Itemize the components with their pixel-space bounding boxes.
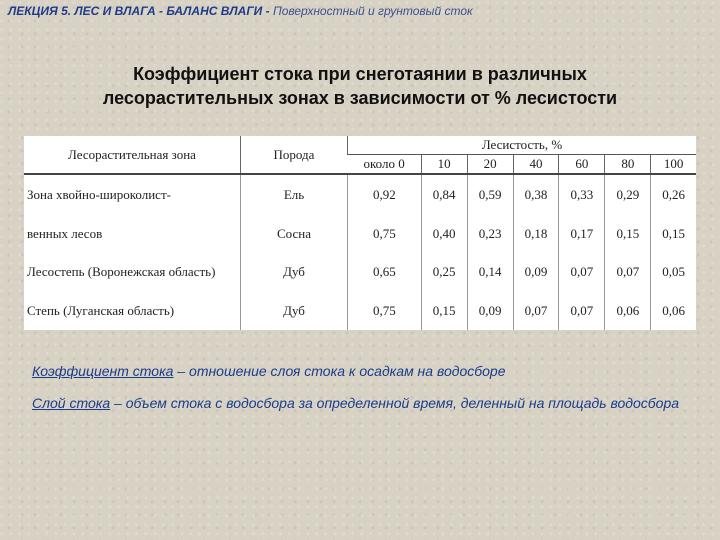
zone-cell: Зона хвойно-широколист- bbox=[27, 186, 171, 202]
definition-term: Коэффициент стока bbox=[32, 363, 174, 379]
value-cell: 0,38 bbox=[513, 174, 559, 215]
zone-cell: Лесостепь (Воронежская область) bbox=[27, 264, 216, 280]
value-cell: 0,65 bbox=[348, 253, 422, 291]
value-cell: 0,29 bbox=[605, 174, 651, 215]
pct-header: 40 bbox=[513, 155, 559, 175]
zone-cell: венных лесов bbox=[27, 225, 103, 241]
runoff-table bbox=[24, 136, 696, 330]
pct-header: 100 bbox=[651, 155, 696, 175]
value-cell: 0,40 bbox=[421, 215, 467, 253]
value-cell: 0,15 bbox=[651, 215, 696, 253]
species-cell: Дуб bbox=[241, 292, 348, 331]
header-topic: - БАЛАНС ВЛАГИ - bbox=[158, 4, 270, 18]
value-cell: 0,07 bbox=[559, 292, 605, 331]
table-row bbox=[24, 292, 696, 331]
value-cell: 0,06 bbox=[605, 292, 651, 331]
table-row bbox=[24, 215, 696, 253]
value-cell: 0,15 bbox=[605, 215, 651, 253]
pct-header: 80 bbox=[605, 155, 651, 175]
definition-runoff-coefficient bbox=[32, 362, 692, 380]
species-cell: Сосна bbox=[241, 215, 348, 253]
definition-runoff-layer bbox=[32, 394, 692, 412]
table-row bbox=[24, 174, 696, 215]
zone-cell: Степь (Луганская область) bbox=[27, 302, 175, 318]
pct-header: 60 bbox=[559, 155, 605, 175]
pct-header: 20 bbox=[467, 155, 513, 175]
value-cell: 0,75 bbox=[348, 215, 422, 253]
value-cell: 0,06 bbox=[651, 292, 696, 331]
definition-text: – отношение слоя стока к осадкам на водосборе bbox=[173, 363, 506, 379]
col-species-header: Порода bbox=[241, 136, 348, 174]
header-lecture: ЛЕКЦИЯ 5. ЛЕС И ВЛАГА bbox=[8, 4, 156, 18]
value-cell: 0,09 bbox=[467, 292, 513, 331]
value-cell: 0,59 bbox=[467, 174, 513, 215]
value-cell: 0,18 bbox=[513, 215, 559, 253]
header-subtopic: Поверхностный и грунтовый сток bbox=[273, 4, 473, 18]
value-cell: 0,07 bbox=[605, 253, 651, 291]
species-cell: Дуб bbox=[241, 253, 348, 291]
value-cell: 0,07 bbox=[513, 292, 559, 331]
value-cell: 0,17 bbox=[559, 215, 605, 253]
value-cell: 0,92 bbox=[348, 174, 422, 215]
col-zone-header: Лесорастительная зона bbox=[24, 136, 241, 174]
table-row bbox=[24, 253, 696, 291]
value-cell: 0,14 bbox=[467, 253, 513, 291]
lecture-header bbox=[8, 4, 712, 18]
value-cell: 0,84 bbox=[421, 174, 467, 215]
title-line-1: Коэффициент стока при снеготаянии в различных bbox=[133, 64, 587, 84]
value-cell: 0,75 bbox=[348, 292, 422, 331]
pct-header: 10 bbox=[421, 155, 467, 175]
definition-text: – объем стока с водосбора за определенной время, деленный на площадь водосбора bbox=[110, 395, 680, 411]
value-cell: 0,05 bbox=[651, 253, 696, 291]
forest-cover-header: Лесистость, % bbox=[348, 136, 697, 155]
species-cell: Ель bbox=[241, 174, 348, 215]
definition-term: Слой стока bbox=[32, 395, 111, 411]
value-cell: 0,33 bbox=[559, 174, 605, 215]
title-line-2: лесорастительных зонах в зависимости от % лесистости bbox=[102, 88, 618, 108]
value-cell: 0,23 bbox=[467, 215, 513, 253]
value-cell: 0,26 bbox=[651, 174, 696, 215]
pct-header: около 0 bbox=[363, 156, 405, 171]
value-cell: 0,09 bbox=[513, 253, 559, 291]
runoff-table-image bbox=[24, 136, 696, 330]
slide-title bbox=[40, 62, 680, 110]
value-cell: 0,07 bbox=[559, 253, 605, 291]
value-cell: 0,25 bbox=[421, 253, 467, 291]
value-cell: 0,15 bbox=[421, 292, 467, 331]
